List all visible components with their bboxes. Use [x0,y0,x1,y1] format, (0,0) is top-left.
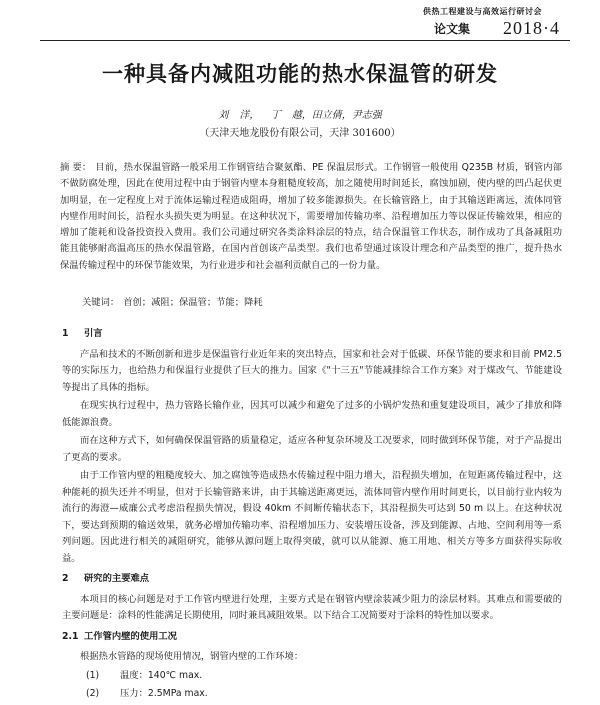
item-number: (1) [86,669,100,681]
section-heading [62,326,562,343]
section-number: 2 [62,573,69,584]
subsection-number: 2.1 [62,630,79,642]
keywords [82,294,562,308]
keywords-label: 关键词： [82,297,120,308]
section-tag: 论文集 [433,22,470,36]
paragraph: 而在这种方式下，如何确保保温管路的质量稳定，适应各种复杂环境及工况要求，同时做到环保节能，对于产品提出了更高的要求。 [62,435,562,463]
subsection-heading [62,629,562,646]
section-number: 1 [62,328,69,339]
abstract-text: 目前，热水保温管路一般采用工作钢管结合聚氨酯、PE 保温层形式。工作钢管一般使用 Q235B 材质，钢管内部不做防腐处理，因此在使用过程中由于钢管内壁本身粗糙度较高，加之随使用时间延长，腐蚀加剧，使内壁的凹凸起伏更加明显，在一定程度上对于流体运输过程造成阻碍，增加了较多能源损失。在长输管路上，由于其输送距离远，流体同管内壁作用时间长，沿程水头损失更为明显。在这种状况下，需要增加传输功率、沿程增加压力等以保证传输效果，相应的增加了能耗和设备投资投入费用。我们公司通过研究各类涂料涂层的特点，结合保温管工作状态，制作成功了具备减阻功能且能够耐高温高压的热水保温管路，在国内首创该产品类型。我们也希望通过该设计理念和产品类型的推广，提升热水保温传输过程中的环保节能效果，为行业进步和社会福利贡献自己的一份力量。 [60,162,562,271]
subsection-title: 工作管内壁的使用工况 [84,630,177,642]
abstract-label: 摘 要： [60,162,92,173]
section-heading [62,571,562,588]
page-header [40,14,570,41]
journal-name: 供热工程建设与高效运行研讨会 [423,7,542,16]
authors: 刘 洋， 丁 越，田立倩，尹志强 [218,110,382,121]
item-text: 温度：140℃ max. [120,669,203,681]
item-number: (2) [86,688,100,699]
section-title: 引言 [84,328,103,339]
paragraph: 根据热水管路的现场使用情况，钢管内壁的工作环境： [80,651,304,662]
issue-number: 2018·4 [503,18,560,38]
keywords-text: 首创；减阻；保温管；节能；降耗 [123,297,263,308]
paragraph: 产品和技术的不断创新和进步是保温管行业近年来的突出特点，国家和社会对于低碳、环保节能的要求和目前 PM2.5 等的实际压力，也给热力和保温行业提供了巨大的推力。国家《"十三五"节能减排综合工作方案》对于煤改气、节能建设等提出了具体的指标。 [62,348,562,393]
section-title: 研究的主要难点 [84,573,150,584]
list-item [62,668,562,685]
paragraph: 在现实执行过程中，热力管路长输作业，因其可以减少和避免了过多的小锅炉发热和重复建设项目，减少了排放和降低能源浪费。 [62,400,562,428]
affiliation: （天津天地龙股份有限公司，天津 301600） [199,128,401,139]
list-item [62,686,562,703]
paragraph: 本项目的核心问题是对于工作管内壁进行处理，主要方式是在钢管内壁涂装减少阻力的涂层材料。其难点和需要破的主要问题是：涂料的性能满足长期使用，同时兼具减阻效果。以下结合工况简要对于涂料的特性加以要求。 [62,593,562,621]
paper-title: 一种具备内减阻功能的热水保温管的研发 [102,62,498,86]
paragraph: 由于工作管内壁的粗糙度较大、加之腐蚀等造成热水传输过程中阻力增大，沿程损失增加，在短距离传输过程中，这种能耗的损失还并不明显，但对于长输管路来讲，由于其输送距离更远，流体同管内壁作用时间更长，以目前行业内较为流行的海澄—威廉公式考虑沿程损失情况，假设 40km 不间断传输状态下，其沿程损失可达到 50 m 以上。在这种状况下，要达到预期的输送效果，就务必增加传输功率、沿程增加压力、安装增压设备，涉及到能源、占地、空间利用等一系列问题。因此进行相关的减阻研究，能够从源问题上取得突破，就可以从能源、施工用地、相关方等多方面获得实际收益。 [62,470,562,564]
body-text [62,322,562,705]
item-text: 压力：2.5MPa max. [120,688,208,699]
abstract [60,160,562,274]
